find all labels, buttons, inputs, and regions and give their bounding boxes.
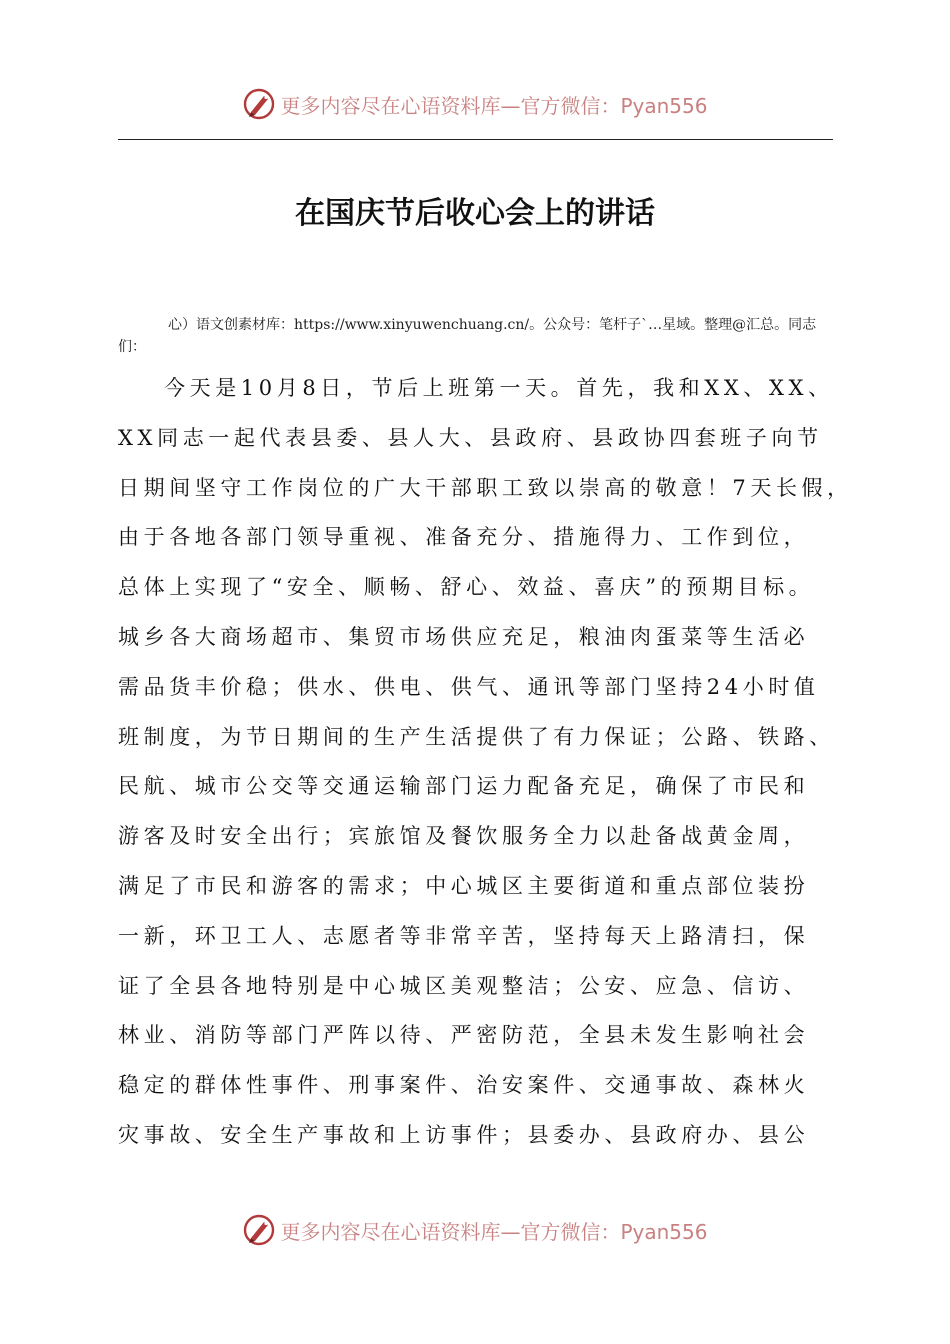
body-line: 需品货丰价稳；供水、供电、供气、通讯等部门坚持24小时值 xyxy=(118,674,820,699)
body-line: 日期间坚守工作岗位的广大干部职工致以崇高的敬意！7天长假， xyxy=(118,475,853,500)
body-line: 一新，环卫工人、志愿者等非常辛苦，坚持每天上路清扫，保 xyxy=(118,923,810,948)
body-line: 满足了市民和游客的需求；中心城区主要街道和重点部位装扮 xyxy=(118,873,810,898)
body-line: 城乡各大商场超市、集贸市场供应充足，粮油肉蛋菜等生活必 xyxy=(118,624,810,649)
document-title: 在国庆节后收心会上的讲话 xyxy=(295,196,655,231)
document-body xyxy=(118,364,853,1161)
body-line: 林业、消防等部门严阵以待、严密防范，全县未发生影响社会 xyxy=(118,1023,810,1048)
body-line: 由于各地各部门领导重视、准备充分、措施得力、工作到位， xyxy=(118,525,810,550)
banner-text: 更多内容尽在心语资料库—官方微信：Pyan556 xyxy=(280,93,708,118)
body-line: 总体上实现了“安全、顺畅、舒心、效益、喜庆”的预期目标。 xyxy=(118,575,815,600)
body-line: 今天是10月8日，节后上班第一天。首先，我和XX、XX、 xyxy=(164,376,834,400)
body-line: 灾事故、安全生产事故和上访事件；县委办、县政府办、县公 xyxy=(118,1122,810,1147)
source-note: 心）语文创素材库：https://www.xinyuwenchuang.cn/。公众号：笔杆子`…星域。整理@汇总。同志们： xyxy=(118,317,817,355)
header-banner xyxy=(0,80,950,128)
body-line: 游客及时安全出行；宾旅馆及餐饮服务全力以赴备战黄金周， xyxy=(118,824,810,849)
pen-logo-icon xyxy=(242,87,276,121)
body-line: 民航、城市公交等交通运输部门运力配备充足，确保了市民和 xyxy=(118,774,810,799)
footer-banner xyxy=(0,1206,950,1254)
pen-logo-icon xyxy=(242,1213,276,1247)
body-line: 稳定的群体性事件、刑事案件、治安案件、交通事故、森林火 xyxy=(118,1073,810,1098)
body-line: 证了全县各地特别是中心城区美观整洁；公安、应急、信访、 xyxy=(118,973,810,998)
header-divider xyxy=(118,139,833,140)
banner-text: 更多内容尽在心语资料库—官方微信：Pyan556 xyxy=(280,1219,708,1244)
body-line: 班制度，为节日期间的生产生活提供了有力保证；公路、铁路、 xyxy=(118,724,835,749)
body-line: XX同志一起代表县委、县人大、县政府、县政协四套班子向节 xyxy=(118,425,823,450)
